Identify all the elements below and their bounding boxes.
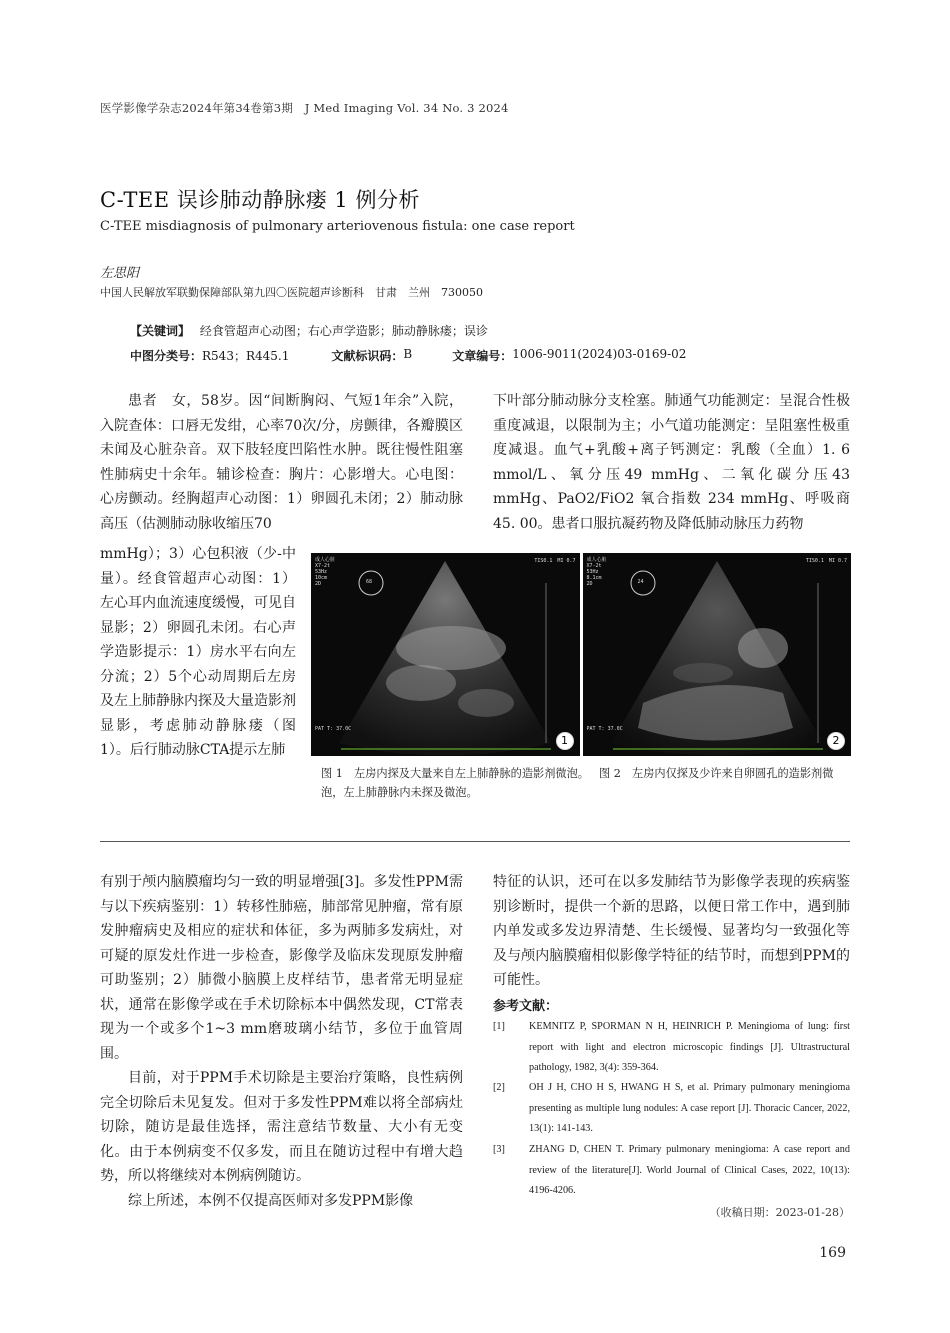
case-paragraph-1: 患者 女，58岁。因“间断胸闷、气短1年余”入院，入院查体：口唇无发绀，心率70次/分，房颤律，各瓣膜区未闻及心脏杂音。双下肢轻度凹陷性水肿。既往慢性阻塞性肺病史十余年。辅诊检查：胸片：心影增大。心电图：心房颤动。经胸超声心动图：1）卵圆孔未闭；2）肺动脉高压（估测肺动脉收缩压70	[100, 393, 463, 532]
reference-text: KEMNITZ P, SPORMAN N H, HEINRICH P. Meningioma of lung: first report with light and electron microscopic findings [J]. Ultrastructural pathology, 1982, 3(4): 359-364.	[529, 1021, 850, 1073]
panel-2-angle: 24	[637, 579, 644, 585]
reference-item	[493, 1017, 850, 1079]
echo-panel-2	[583, 553, 852, 756]
caption-2: 图 2 左房内仅探及少许来自卵圆孔的造影剂微泡，左上肺静脉内未探及微泡。	[321, 767, 834, 799]
panel-2-number: 2	[827, 732, 845, 750]
case-paragraph-1b: mmHg）；3）心包积液（少-中量）。经食管超声心动图：1）左心耳内血流速度缓慢，可见自显影；2）卵圆孔未闭。右心声学造影提示：1）房水平右向左分流；2）5个心动周期后左房及左上肺静脉内探及大量造影剂显影，考虑肺动静脉瘘（图1）。后行肺动脉CTA提示左肺	[100, 546, 296, 758]
echo-figure	[311, 553, 851, 756]
references-heading: 参考文献：	[493, 999, 559, 1014]
figure-caption	[321, 764, 851, 802]
clc-label: 中图分类号：	[130, 349, 203, 363]
panel-2-temp: PAT T: 37.0C	[586, 726, 623, 732]
reference-number: [2]	[493, 1082, 505, 1093]
discussion-left	[100, 870, 463, 1213]
running-header: 医学影像学杂志2024年第34卷第3期 J Med Imaging Vol. 34 No. 3 2024	[100, 101, 509, 115]
clc-value: R543；R445.1	[202, 349, 290, 363]
discussion-right	[493, 870, 850, 993]
panel-2-info-line: X7-2t	[586, 563, 602, 569]
page-number: 169	[819, 1245, 846, 1261]
reference-number: [1]	[493, 1021, 505, 1032]
panel-2-info-line: 成人心脏	[586, 557, 607, 563]
panel-2-info	[587, 557, 607, 587]
echo-image-2	[583, 553, 851, 756]
panel-1-info-line: 53Hz	[315, 569, 328, 575]
reference-text: ZHANG D, CHEN T. Primary pulmonary meningioma: A case report and review of the literature[J]. World Journal of Clinical Cases, 2022, 10(13): 4196-4206.	[529, 1144, 850, 1196]
doc-code-label: 文献标识码：	[331, 349, 404, 363]
discussion-paragraph-right: 特征的认识，还可在以多发肺结节为影像学表现的疾病鉴别诊断时，提供一个新的思路，以便日常工作中，遇到肺内单发或多发边界清楚、生长缓慢、显著均匀一致强化等及与颅内脑膜瘤相似影像学特征的结节时，而想到PPM的可能性。	[493, 874, 850, 988]
article-no-value: 1006-9011(2024)03-0169-02	[512, 347, 687, 361]
reference-text: OH J H, CHO H S, HWANG H S, et al. Primary pulmonary meningioma presenting as multiple lung nodules: A case report [J]. Thoracic Cancer, 2022, 13(1): 141-143.	[529, 1082, 850, 1134]
case-text-narrow	[100, 542, 296, 763]
panel-1-angle: 68	[366, 579, 373, 585]
discussion-paragraph-2: 目前，对于PPM手术切除是主要治疗策略，良性病例完全切除后未见复发。但对于多发性PPM难以将全部病灶切除，随访是最佳选择，需注意结节数量、大小有无变化。由于本例病变不仅多发，而且在随访过程中有增大趋势，所以将继续对本例病例随访。	[100, 1070, 463, 1184]
discussion-paragraph-3: 综上所述，本例不仅提高医师对多发PPM影像	[128, 1192, 414, 1209]
panel-1-info-line: 成人心脏	[315, 557, 336, 563]
case-paragraph-right: 下叶部分肺动脉分支栓塞。肺通气功能测定：呈混合性极重度减退，以限制为主；小气道功能测定：呈阻塞性极重度减退。血气+乳酸+离子钙测定：乳酸（全血）1. 6 mmol/L、氧分压49 mmHg、二氧化碳分压43 mmHg、PaO2/FiO2 氧合指数 234 mmHg、呼吸商45. 00。患者口服抗凝药物及降低肺动脉压力药物	[493, 393, 850, 532]
author: 左思阳	[100, 266, 140, 281]
panel-1-temp: PAT T: 37.0C	[315, 726, 352, 732]
panel-1-info-line: 2D	[315, 581, 322, 587]
received-date: （收稿日期：2023-01-28）	[709, 1206, 850, 1219]
panel-2-tis: TIS0.1 MI 0.7	[805, 558, 847, 564]
panel-1-info-line: 10cm	[315, 575, 328, 581]
panel-1-info	[315, 557, 335, 587]
case-text-right	[493, 389, 850, 536]
keywords-row	[130, 322, 488, 339]
echo-panel-1	[311, 553, 580, 756]
reference-number: [3]	[493, 1144, 505, 1155]
discussion-paragraph-1: 有别于颅内脑膜瘤均匀一致的明显增强[3]。多发性PPM需与以下疾病鉴别：1）转移性肺癌，肺部常见肿瘤，常有原发肿瘤病史及相应的症状和体征，多为两肺多发病灶，对可疑的原发灶作进一步检查，影像学及临床发现原发肿瘤可助鉴别；2）肺微小脑膜上皮样结节，患者常无明显症状，通常在影像学或在手术切除标本中偶然发现，CT常表现为一个或多个1~3 mm磨玻璃小结节，多位于血管周围。	[100, 874, 463, 1062]
reference-item	[493, 1140, 850, 1202]
article-title-en: C-TEE misdiagnosis of pulmonary arteriovenous fistula: one case report	[100, 219, 575, 234]
echo-image-1	[311, 553, 580, 756]
article-no-label: 文章编号：	[452, 349, 513, 363]
panel-2-info-line: 2D	[586, 581, 593, 587]
panel-1-number: 1	[556, 732, 574, 750]
caption-1: 图 1 左房内探及大量来自左上肺静脉的造影剂微泡。	[321, 767, 589, 780]
article-title-zh: C-TEE 误诊肺动静脉瘘 1 例分析	[100, 188, 420, 212]
doc-code-value: B	[403, 347, 413, 361]
panel-1-tis: TIS0.1 MI 0.7	[534, 558, 576, 564]
classification-row	[130, 347, 686, 364]
affiliation: 中国人民解放军联勤保障部队第九四〇医院超声诊断科 甘肃 兰州 730050	[100, 286, 483, 299]
keywords-label: 【关键词】	[130, 324, 191, 338]
panel-2-info-line: 53Hz	[586, 569, 599, 575]
reference-item	[493, 1078, 850, 1140]
panel-2-info-line: 8.1cm	[586, 575, 602, 581]
case-text-upper	[100, 389, 463, 536]
section-divider	[100, 841, 850, 842]
panel-1-info-line: X7-2t	[315, 563, 331, 569]
keywords: 经食管超声心动图；右心声学造影；肺动静脉瘘；误诊	[199, 324, 488, 338]
